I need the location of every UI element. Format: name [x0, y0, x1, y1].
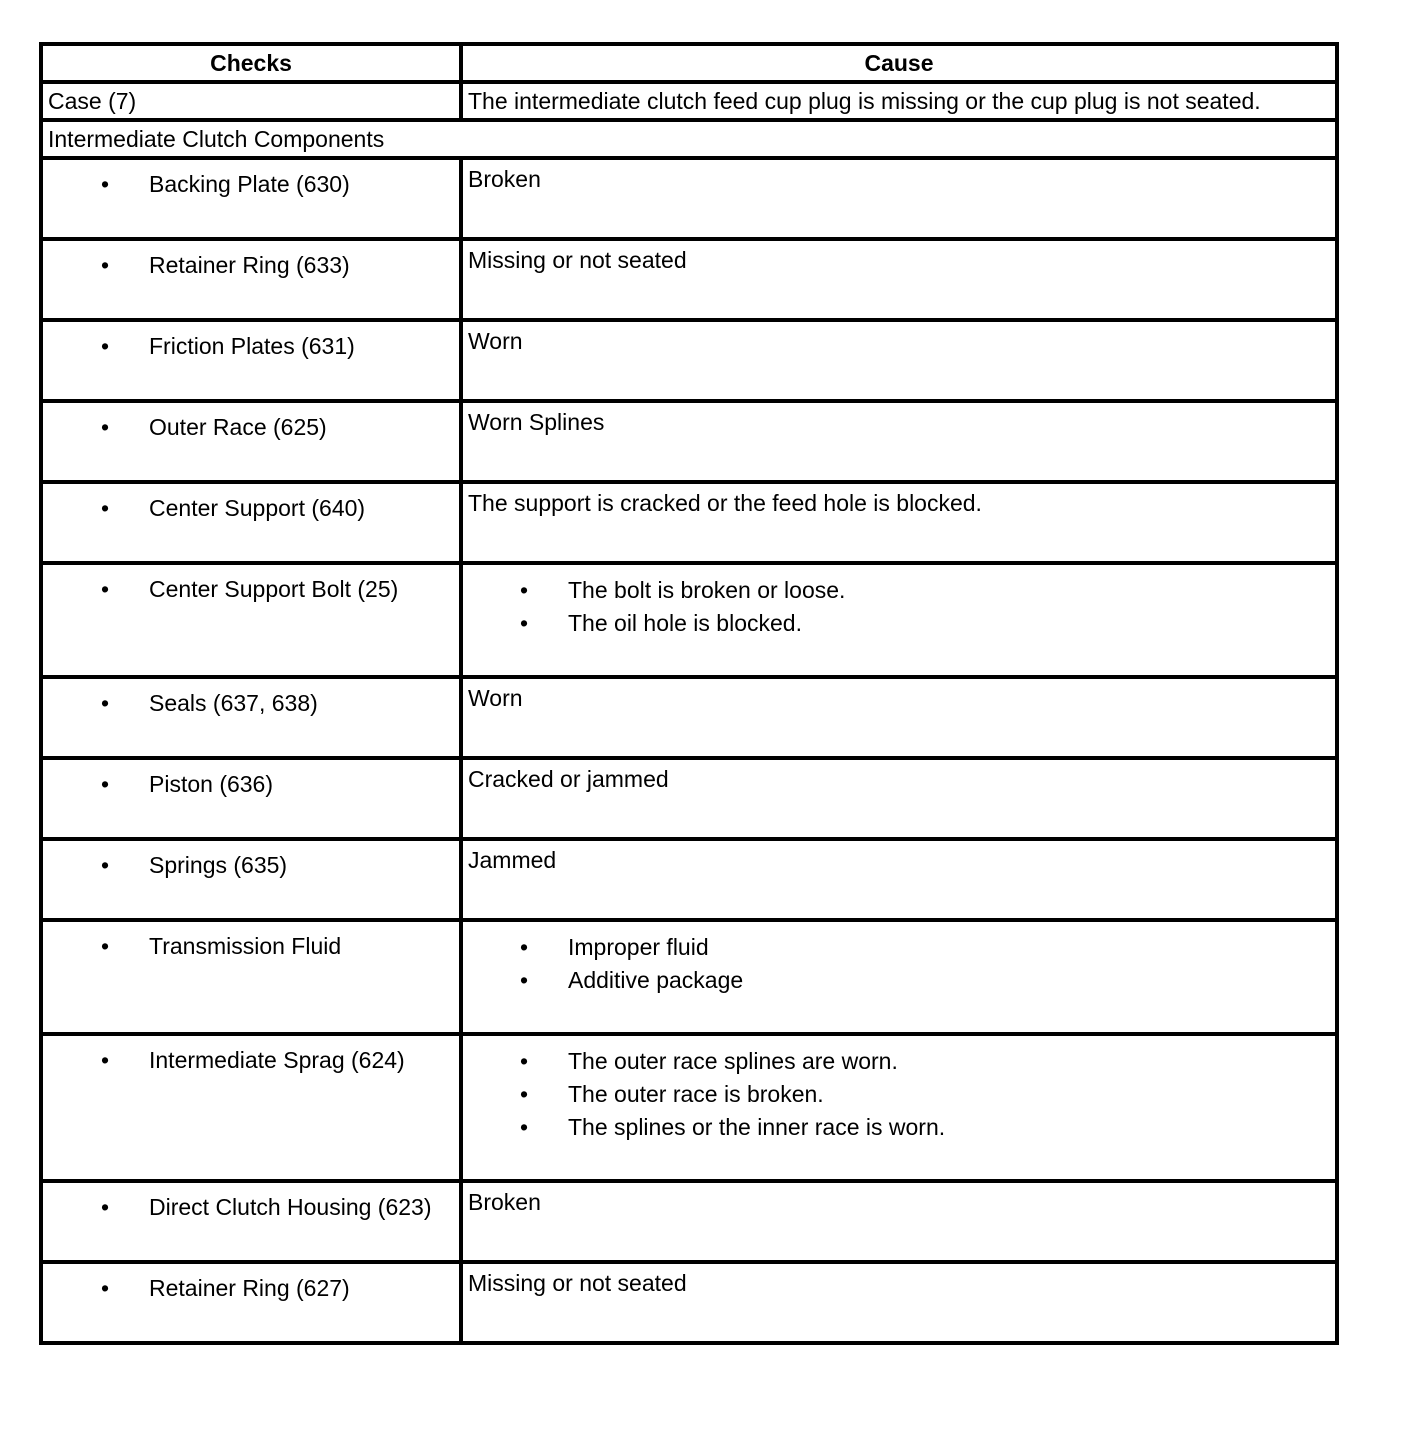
check-label: Direct Clutch Housing (623): [149, 1194, 432, 1220]
check-label: Center Support Bolt (25): [149, 576, 399, 602]
diagnostic-table: [39, 42, 1339, 1345]
table-row: [41, 401, 1337, 482]
bullet-icon: •: [101, 933, 110, 959]
list-item: [463, 931, 1335, 964]
table-row: [41, 839, 1337, 920]
table-row: [41, 1262, 1337, 1343]
check-label: Seals (637, 638): [149, 690, 318, 716]
check-label: Backing Plate (630): [149, 171, 350, 197]
bullet-icon: •: [101, 852, 110, 878]
list-item: [463, 574, 1335, 607]
cause-header: Cause: [461, 44, 1337, 82]
list-item: [463, 1111, 1335, 1144]
cause-item-text: Improper fluid: [568, 934, 709, 960]
cause-list: [463, 922, 1335, 997]
case-row: [41, 82, 1337, 120]
cause-item-text: The splines or the inner race is worn.: [568, 1114, 946, 1140]
case-check: Case (7): [48, 87, 137, 114]
table-row: [41, 758, 1337, 839]
cause-item-text: The bolt is broken or loose.: [568, 577, 846, 603]
list-item: [463, 964, 1335, 997]
cause-list: [463, 565, 1335, 640]
bullet-icon: •: [101, 1275, 110, 1301]
cause-item-text: The outer race is broken.: [568, 1081, 824, 1107]
bullet-icon: •: [101, 1194, 110, 1220]
section-title: Intermediate Clutch Components: [48, 125, 385, 152]
cause-text: Broken: [468, 166, 541, 192]
check-label: Intermediate Sprag (624): [149, 1047, 405, 1073]
table-row: [41, 1181, 1337, 1262]
table-row: [41, 158, 1337, 239]
check-label: Springs (635): [149, 852, 288, 878]
cause-item-text: The oil hole is blocked.: [568, 610, 802, 636]
table-row: [41, 920, 1337, 1034]
bullet-icon: •: [101, 333, 110, 359]
bullet-icon: •: [101, 1047, 110, 1073]
cause-item-text: The outer race splines are worn.: [568, 1048, 898, 1074]
bullet-icon: •: [520, 1114, 529, 1140]
cause-text: The support is cracked or the feed hole is blocked.: [468, 490, 982, 516]
list-item: [463, 607, 1335, 640]
check-label: Transmission Fluid: [149, 933, 342, 959]
check-label: Piston (636): [149, 771, 274, 797]
cause-text: Jammed: [468, 847, 557, 873]
cause-text: Worn: [468, 685, 523, 711]
table-row: [41, 1034, 1337, 1181]
checks-header: Checks: [41, 44, 461, 82]
section-row: [41, 120, 1337, 158]
check-label: Friction Plates (631): [149, 333, 355, 359]
header-row: [41, 44, 1337, 82]
cause-text: Worn Splines: [468, 409, 605, 435]
bullet-icon: •: [101, 495, 110, 521]
bullet-icon: •: [101, 171, 110, 197]
bullet-icon: •: [520, 1048, 529, 1074]
bullet-icon: •: [520, 934, 529, 960]
list-item: [463, 1078, 1335, 1111]
cause-text: Missing or not seated: [468, 247, 687, 273]
cause-text: Missing or not seated: [468, 1270, 687, 1296]
check-label: Retainer Ring (627): [149, 1275, 350, 1301]
cause-list: [463, 1036, 1335, 1144]
check-label: Center Support (640): [149, 495, 366, 521]
list-item: [463, 1045, 1335, 1078]
bullet-icon: •: [101, 252, 110, 278]
bullet-icon: •: [520, 967, 529, 993]
cause-text: Worn: [468, 328, 523, 354]
check-label: Outer Race (625): [149, 414, 327, 440]
table-row: [41, 239, 1337, 320]
bullet-icon: •: [520, 1081, 529, 1107]
check-label: Retainer Ring (633): [149, 252, 350, 278]
cause-text: Cracked or jammed: [468, 766, 669, 792]
bullet-icon: •: [101, 771, 110, 797]
table-row: [41, 320, 1337, 401]
cause-text: Broken: [468, 1189, 541, 1215]
table-row: [41, 482, 1337, 563]
case-cause: The intermediate clutch feed cup plug is missing or the cup plug is not seated.: [468, 87, 1261, 114]
bullet-icon: •: [520, 577, 529, 603]
cause-item-text: Additive package: [568, 967, 744, 993]
bullet-icon: •: [101, 414, 110, 440]
bullet-icon: •: [520, 610, 529, 636]
table-row: [41, 563, 1337, 677]
table-row: [41, 677, 1337, 758]
bullet-icon: •: [101, 576, 110, 602]
bullet-icon: •: [101, 690, 110, 716]
